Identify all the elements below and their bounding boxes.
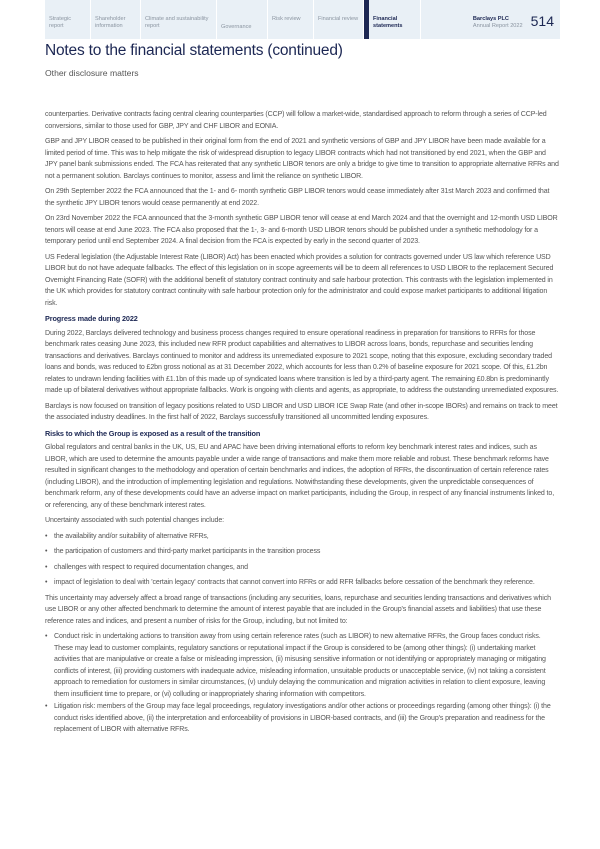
paragraph: Uncertainty associated with such potential changes include: bbox=[45, 517, 224, 524]
paragraph: US Federal legislation (the Adjustable Interest Rate (LIBOR) Act) has been enacted which provides a solution for contracts governed under US law which reference USD LIBOR but do not have adequate fallbacks. The effect of this legislation on in scope agreements will be to deem all references to USD LIBOR to the replacement Secured Overnight Financing Rate (SOFR) with the additional benefit of statutory contract continuity and safe harbour protection. This contrasts with the legislation implemented in the UK which provides for statutory contract continuity with safe harbour protection only for the administrator and could expose market participants to additional litigation risk. bbox=[45, 253, 554, 307]
brand-name: Barclays PLC bbox=[472, 16, 509, 22]
report-brand bbox=[473, 0, 560, 39]
paragraph: Global regulators and central banks in the UK, US, EU and APAC have been driving international efforts to reform key benchmark interest rates and indices, such as LIBOR, which are used to determine the amounts payable under a wide range of transactions and make them more reliable and robust. These benchmark reforms have resulted in significant changes to the methodology and operation of certain benchmarks and indices, the adoption of RFRs, the discontinuation of certain reference rates (including LIBOR), and the introduction of implementing legislation and regulations. Notwithstanding these developments, given the unpredictable consequences of benchmark reform, any of these developments could have an adverse impact on market participants, including the Group, in respect of any financial instruments linked to, or referencing, any of these benchmark interest rates. bbox=[45, 444, 555, 509]
paragraph: counterparties. Derivative contracts facing central clearing counterparties (CCP) will follow a market-wide, standardised approach to reform through a series of CCP-led conversions, similar to those used for GBP, JPY and CHF LIBOR and EONIA. bbox=[45, 111, 547, 130]
tab-shareholder-information[interactable]: Shareholder information bbox=[91, 0, 141, 39]
section-heading: Progress made during 2022 bbox=[45, 314, 138, 323]
section-nav bbox=[45, 0, 560, 39]
page-subtitle: Other disclosure matters bbox=[45, 68, 139, 78]
list-item: • challenges with respect to required documentation changes, and bbox=[45, 562, 559, 574]
paragraph: This uncertainty may adversely affect a broad range of transactions (including any securities, loans, repurchase and securities lending transactions and derivatives which use LIBOR or any other affected benchmark to determine the amount of interest payable that are included in the Group's financial assets and liabilities) that use these reference rates and indices, and present a number of risks for the Group, including, but not limited to: bbox=[45, 594, 551, 625]
report-name: Annual Report 2022 bbox=[472, 23, 523, 29]
list-item: • Conduct risk: in undertaking actions to transition away from using certain reference rates (such as LIBOR) to new alternative RFRs, the Group faces conduct risks. These may lead to customer complaints, regulatory sanctions or reputational impact if the Group is considered to be (among other things): (i) undertaking market activities that are manipulative or create a false or misleading impression, (ii) misusing sensitive information or not identifying or appropriately managing or mitigating conflicts of interest, (iii) providing customers with inadequate advice, misleading information, unsuitable products or unacceptable service, (iv) not taking a consistent approach to remediation for customers in similar circumstances, (v) unduly delaying the communication and migration activities in relation to client exposure, leaving them insufficient time to prepare, or (vi) colluding or inappropriately sharing information with competitors. bbox=[45, 631, 559, 700]
section-heading: Risks to which the Group is exposed as a result of the transition bbox=[45, 428, 261, 438]
list-item: • impact of legislation to deal with 'certain legacy' contracts that cannot convert into RFRs or add RFR fallbacks before cessation of the benchmark they reference. bbox=[45, 577, 559, 589]
tab-governance[interactable]: Governance bbox=[217, 0, 268, 39]
list-item: • the participation of customers and third-party market participants in the transition process bbox=[45, 546, 559, 558]
paragraph: GBP and JPY LIBOR ceased to be published in their original form from the end of 2021 and synthetic versions of GBP and JPY LIBOR have been made available for a limited period of time. This was to help mitigate the risk of widespread disruption to legacy LIBOR contracts which had not transitioned by end 2021, when the GBP and JPY panel bank submissions ended. The FCA has reiterated that any synthetic LIBOR tenors are only a bridge to give time to transition to appropriate alternative RFRs and not a permanent solution. Barclays continues to monitor, assess and limit the reliance on synthetic LIBOR. bbox=[45, 138, 559, 180]
page-title: Notes to the financial statements (continued) bbox=[45, 42, 343, 59]
tab-financial-review[interactable]: Financial review bbox=[314, 0, 364, 39]
paragraph: During 2022, Barclays delivered technology and business process changes required to ensure operational readiness in preparation for transitions to RFRs for those benchmark rates ceasing June 2023, this included new RFR product capabilities and alternatives to LIBOR across loans, bonds, repurchase and securities lending transactions and derivatives. Barclays continued to monitor and address its unremediated exposure to 2021 scope, noting that this exposure, excluding secondary traded loans and bonds, was reduced to £2bn gross notional as at 31 December 2022, which accounts for less than 0.2% of baseline exposure for 2021 scope. Of this, £1.2bn relates to undrawn lending facilities with £1.1bn of this made up of syndicated loans where transition is led by a third-party agent. The remaining £0.8bn is predominantly made up of bilateral derivatives without appropriate fallbacks. Work is ongoing with clients and agents, as appropriate, to address the outstanding unremediated exposures. bbox=[45, 329, 559, 394]
list-item: • Litigation risk: members of the Group may face legal proceedings, regulatory investigations and/or other actions or proceedings regarding (among other things): (i) the conduct risks identified above, (ii) the interpretation and enforceability of provisions in LIBOR-based contracts, and (iii) the Group's preparation and readiness for the replacement of LIBOR with alternative RFRs. bbox=[45, 701, 559, 736]
tab-strategic-report[interactable]: Strategic report bbox=[45, 0, 91, 39]
paragraph: On 29th September 2022 the FCA announced that the 1- and 6- month synthetic GBP LIBOR tenors would cease immediately after 31st March 2023 and confirmed that the synthetic JPY LIBOR tenors would cease permanently at end 2022. bbox=[45, 188, 550, 207]
list-item: • the availability and/or suitability of alternative RFRs, bbox=[45, 531, 559, 543]
page-number: 514 bbox=[530, 13, 554, 29]
tab-climate-sustainability[interactable]: Climate and sustainability report bbox=[141, 0, 217, 39]
document-body bbox=[45, 109, 559, 740]
paragraph: Barclays is now focused on transition of legacy positions related to USD LIBOR and USD LIBOR ICE Swap Rate (and other in-scope IBORs) and remains on track to meet the associated industry deadlines. In the first half of 2022, Barclays successfully transitioned all uncommitted lending exposures. bbox=[45, 402, 558, 421]
tab-financial-statements[interactable]: Financial statements bbox=[364, 0, 421, 39]
paragraph: On 23rd November 2022 the FCA announced that the 3-month synthetic GBP LIBOR tenor will cease at end March 2024 and that the overnight and 12-month USD LIBOR tenors will cease at end June 2023. The FCA also proposed that the 1-, 3- and 6-month USD LIBOR tenors should be published under a synthetic methodology for a temporary period until end September 2024. A final decision from the FCA is expected by early in the second quarter of 2023. bbox=[45, 215, 558, 245]
tab-risk-review[interactable]: Risk review bbox=[268, 0, 314, 39]
uncertainty-list bbox=[45, 531, 559, 589]
risk-list bbox=[45, 631, 559, 736]
